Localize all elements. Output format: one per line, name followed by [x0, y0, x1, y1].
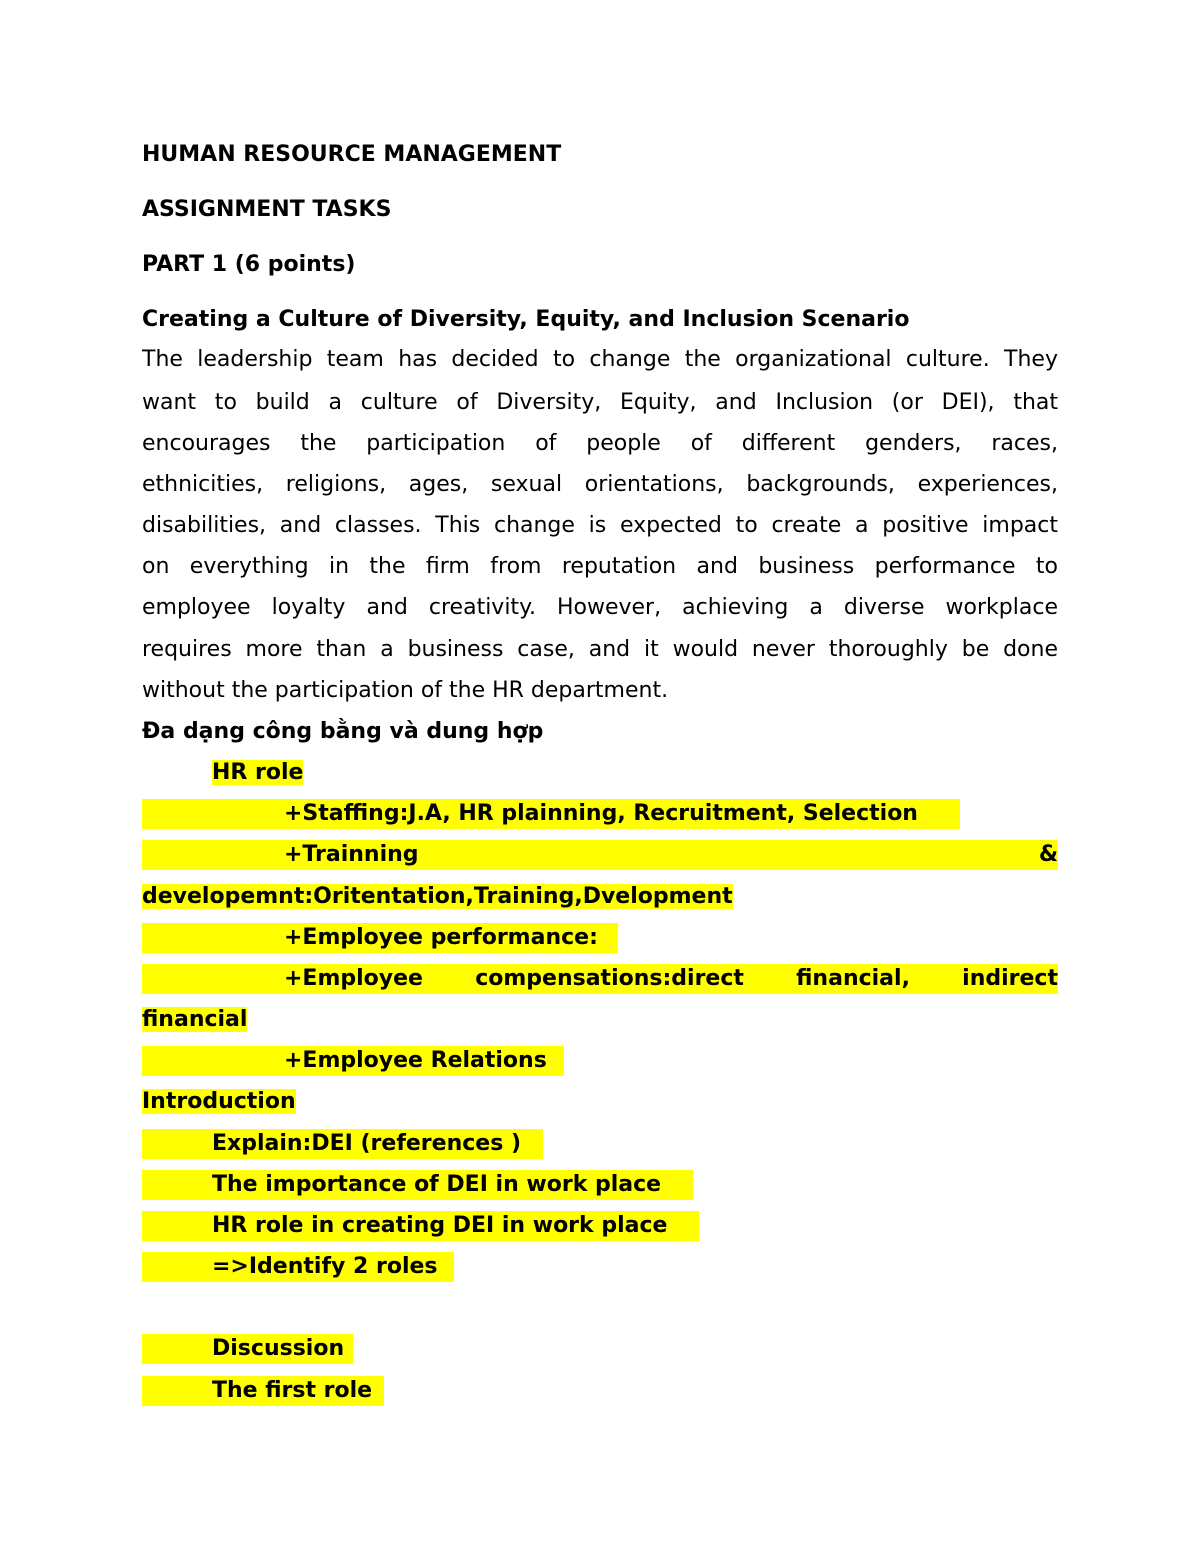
paragraph-line: requires more than a business case, and it would never thoroughly be done [142, 637, 1058, 662]
comp-word: financial, [796, 966, 910, 991]
introduction-heading: Introduction [142, 1089, 296, 1114]
hr-role-compensation-cont: financial [142, 1007, 248, 1032]
intro-importance: The importance of DEI in work place [142, 1170, 693, 1200]
vietnamese-heading: Đa dạng công bằng và dung hợp [142, 719, 544, 744]
intro-hr-role: HR role in creating DEI in work place [142, 1211, 699, 1241]
paragraph-line: disabilities, and classes. This change is expected to create a positive impact [142, 513, 1058, 538]
paragraph-line: want to build a culture of Diversity, Equity, and Inclusion (or DEI), that [142, 390, 1058, 415]
paragraph-line: on everything in the firm from reputation and business performance to [142, 554, 1058, 579]
part-heading: PART 1 (6 points) [142, 252, 356, 277]
hr-role-heading-row [142, 758, 1058, 788]
introduction-heading-row [142, 1087, 1058, 1117]
intro-explain: Explain:DEI (references ) [142, 1129, 543, 1159]
ampersand: & [1038, 842, 1058, 867]
paragraph-line: ethnicities, religions, ages, sexual orientations, backgrounds, experiences, [142, 472, 1058, 497]
comp-word: +Employee [284, 966, 423, 991]
hr-role-training-cont: developemnt:Oritentation,Training,Dvelopment [142, 884, 733, 909]
paragraph-line: encourages the participation of people of different genders, races, [142, 431, 1058, 456]
hr-role-training: +Trainning [284, 842, 419, 867]
hr-role-performance: +Employee performance: [142, 923, 618, 953]
hr-role-staffing: +Staffing:J.A, HR plainning, Recruitment, Selection [142, 799, 960, 829]
comp-word: compensations:direct [475, 966, 744, 991]
document-title: HUMAN RESOURCE MANAGEMENT [142, 142, 562, 167]
comp-word: indirect [962, 966, 1058, 991]
hr-role-compensation-cont-row [142, 1005, 1058, 1035]
paragraph-line: employee loyalty and creativity. However, achieving a diverse workplace [142, 595, 1058, 620]
hr-role-relations: +Employee Relations [142, 1046, 564, 1076]
discussion-heading: Discussion [142, 1334, 353, 1364]
hr-role-training-cont-row [142, 882, 1058, 912]
scenario-heading: Creating a Culture of Diversity, Equity, and Inclusion Scenario [142, 307, 910, 332]
intro-identify: =>Identify 2 roles [142, 1252, 454, 1282]
hr-role-training-row [142, 840, 1058, 870]
document-subtitle: ASSIGNMENT TASKS [142, 197, 392, 222]
hr-role-heading: HR role [212, 760, 304, 785]
paragraph-line: The leadership team has decided to change the organizational culture. They [142, 347, 1058, 372]
hr-role-compensation-row [142, 964, 1058, 994]
discussion-first-role: The first role [142, 1376, 384, 1406]
paragraph-line: without the participation of the HR department. [142, 678, 669, 703]
